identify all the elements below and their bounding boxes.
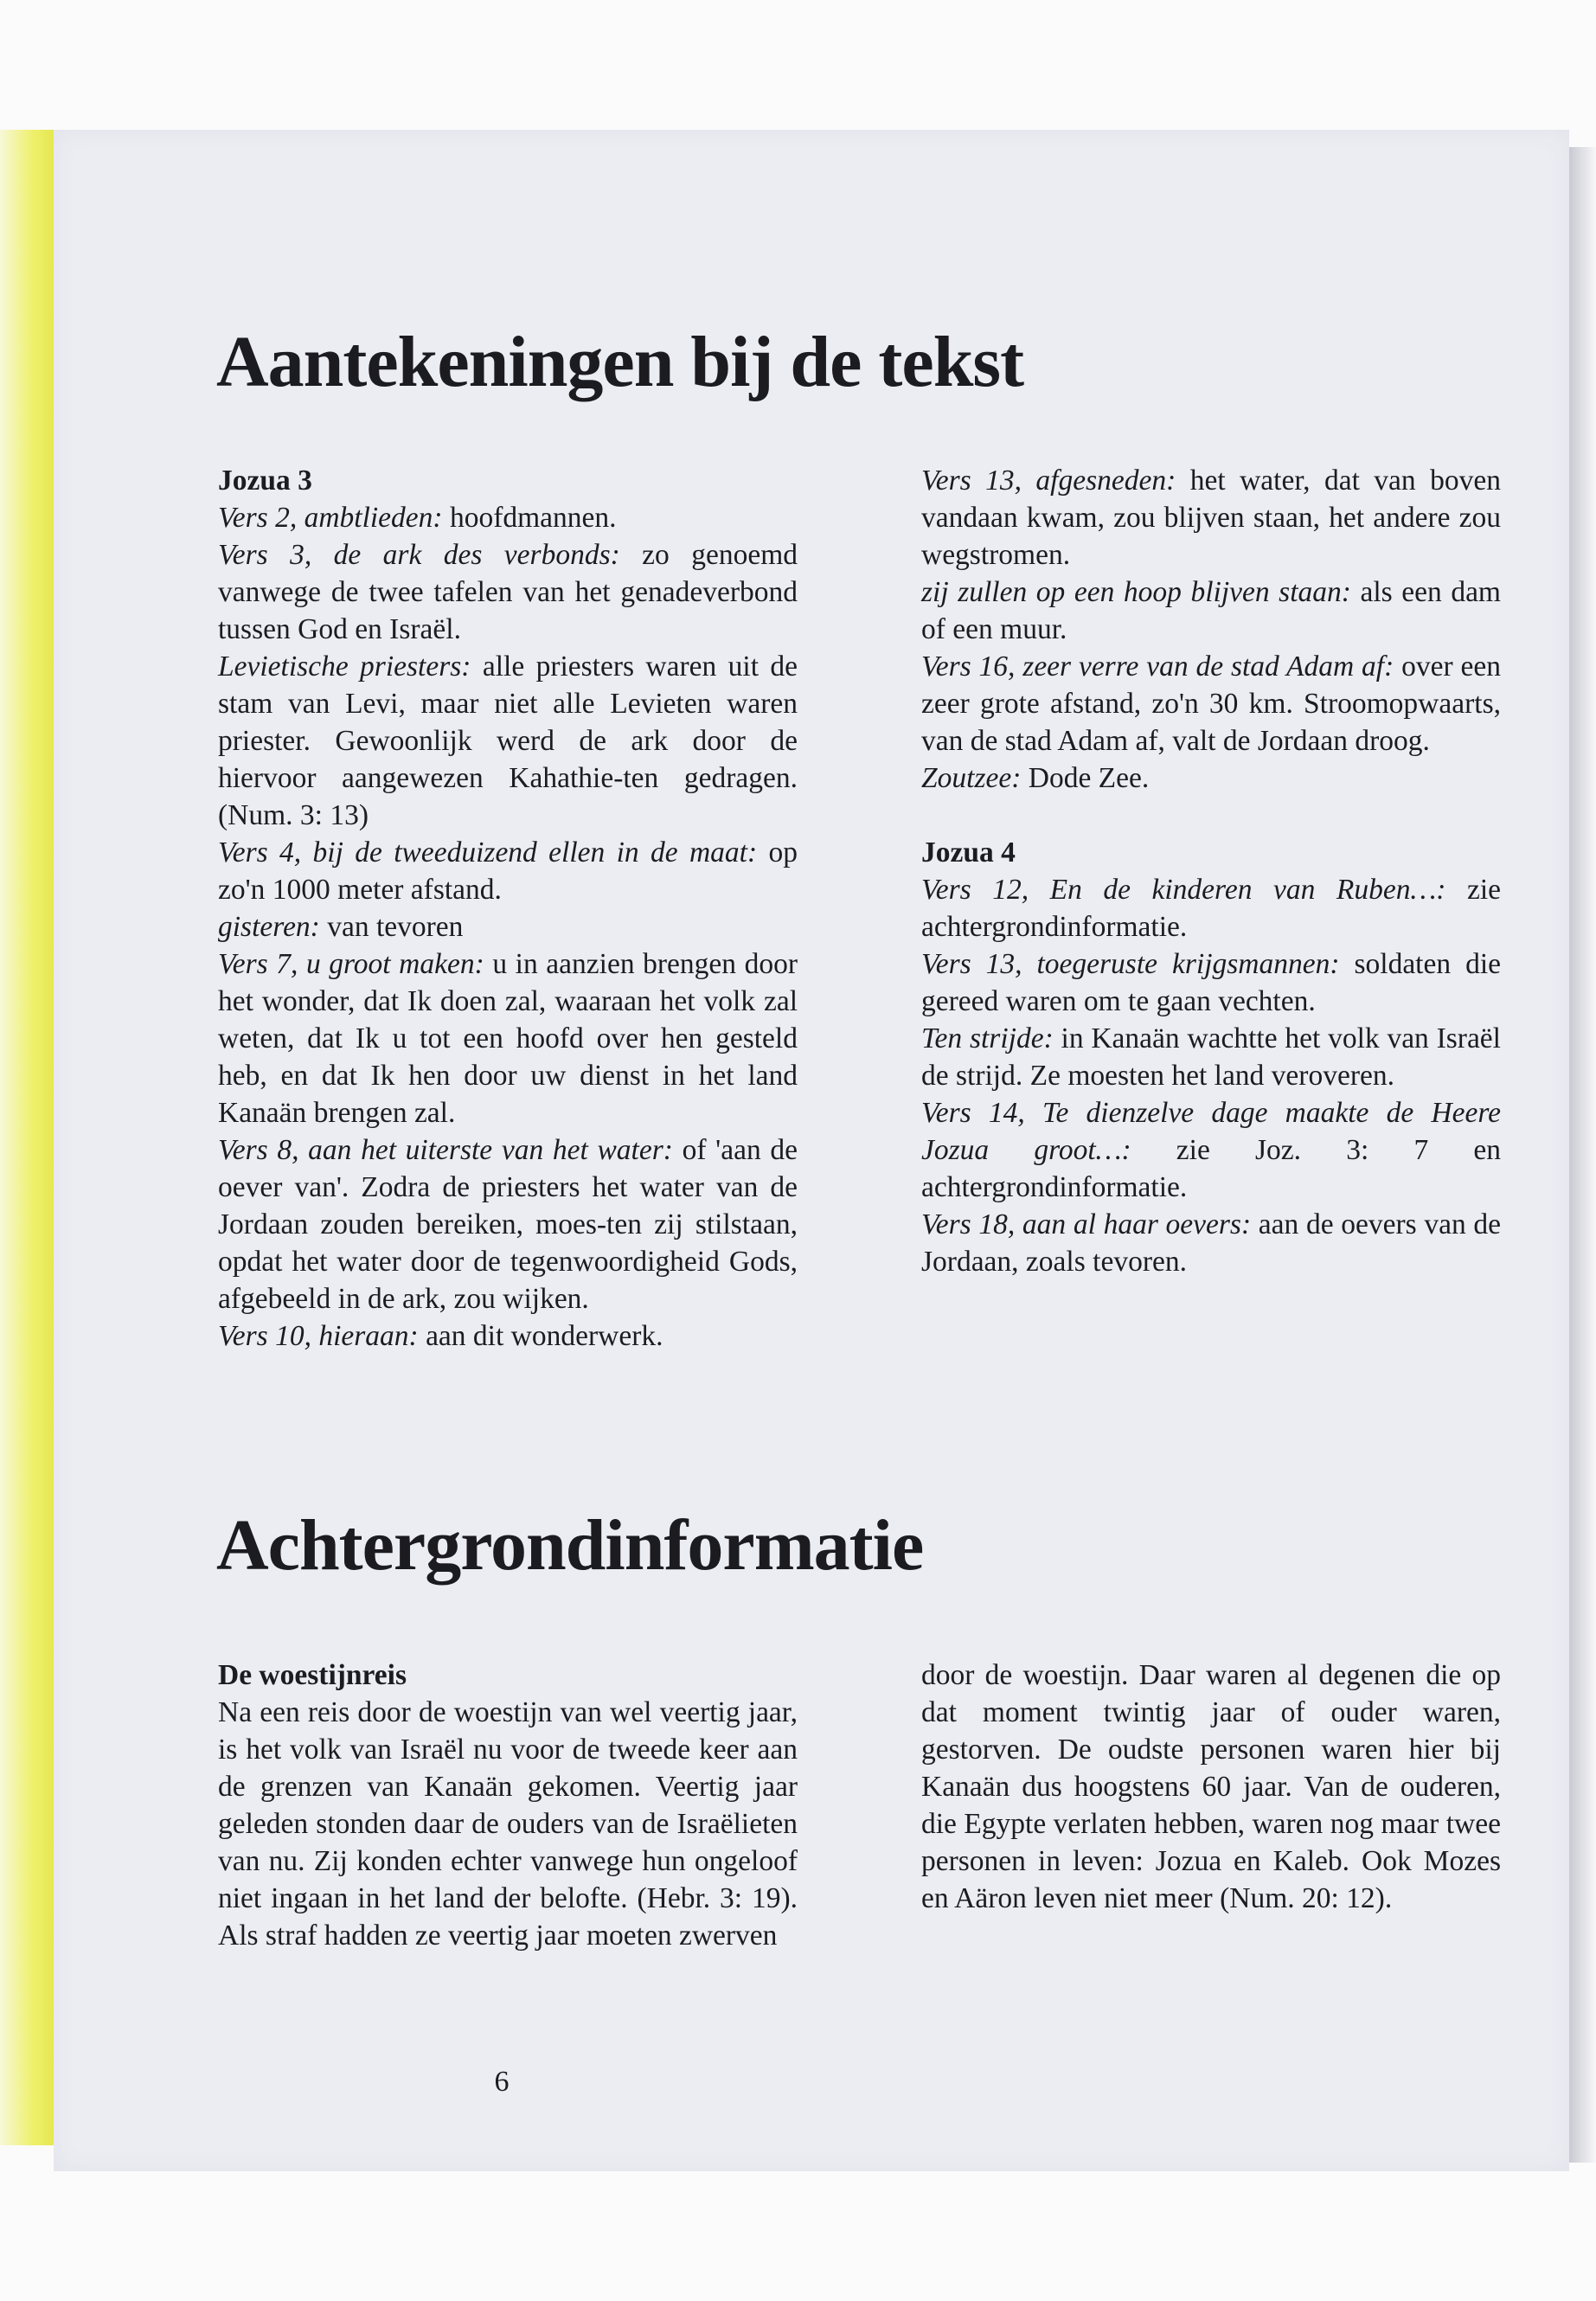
note-entry: Vers 13, toegeruste krijgsmannen: soldaten die gereed waren om te gaan vechten. <box>921 948 1501 1017</box>
note-entry: Vers 2, ambtlieden: hoofdmannen. <box>218 502 617 534</box>
yellow-book-edge <box>0 130 61 2145</box>
note-entry: Vers 12, En de kinderen van Ruben…: zie achtergrondinformatie. <box>921 874 1501 943</box>
note-entry: Vers 14, Te dienzelve dage maakte de Heere Jozua groot…: zie Joz. 3: 7 en achtergrondinformatie. <box>921 1097 1501 1203</box>
subheading-jozua-3: Jozua 3 <box>218 465 312 497</box>
subheading-jozua-4: Jozua 4 <box>921 836 1016 868</box>
background-left-column <box>218 1657 798 1954</box>
background-right-column <box>921 1657 1501 1917</box>
note-entry: Zoutzee: Dode Zee. <box>921 762 1150 794</box>
notes-left-column <box>218 462 798 1355</box>
note-entry: Vers 13, afgesneden: het water, dat van boven vandaan kwam, zou blijven staan, het andere zou wegstromen. <box>921 465 1501 571</box>
note-entry: Vers 7, u groot maken: u in aanzien brengen door het wonder, dat Ik doen zal, waaraan het volk zal weten, dat Ik u tot een hoofd over hen gesteld heb, en dat Ik hen door uw dienst in het land Kanaän brengen zal. <box>218 948 798 1129</box>
note-entry: zij zullen op een hoop blijven staan: als een dam of een muur. <box>921 576 1501 645</box>
note-entry: gisteren: van tevoren <box>218 911 464 943</box>
note-entry: Vers 10, hieraan: aan dit wonderwerk. <box>218 1320 663 1352</box>
note-entry: Ten strijde: in Kanaän wachtte het volk van Israël de strijd. Ze moesten het land veroveren. <box>921 1022 1501 1092</box>
page-number: 6 <box>494 2066 510 2098</box>
notes-right-column <box>921 462 1501 1280</box>
background-text: door de woestijn. Daar waren al degenen die op dat moment twintig jaar of ouder waren, gestorven. De oudste personen waren hier bij Kanaän dus hoogstens 60 jaar. Van de ouderen, die Egypte verlaten hebben, waren nog maar twee personen in leven: Jozua en Kaleb. Ook Mozes en Aäron leven niet meer (Num. 20: 12). <box>921 1659 1501 1914</box>
note-entry: Vers 8, aan het uiterste van het water: of 'aan de oever van'. Zodra de priesters het water van de Jordaan zouden bereiken, moes-ten zij stilstaan, opdat het water door de tegenwoordigheid Gods, afgebeeld in de ark, zou wijken. <box>218 1134 798 1315</box>
background-text: Na een reis door de woestijn van wel veertig jaar, is het volk van Israël nu voor de tweede keer aan de grenzen van Kanaän gekomen. Veertig jaar geleden stonden daar de ouders van de Israëlieten van nu. Zij konden echter vanwege hun ongeloof niet ingaan in het land der belofte. (Hebr. 3: 19). Als straf hadden ze veertig jaar moeten zwerven <box>218 1696 798 1952</box>
note-entry: Vers 4, bij de tweeduizend ellen in de maat: op zo'n 1000 meter afstand. <box>218 836 798 906</box>
heading-achtergrondinformatie: Achtergrondinformatie <box>216 1505 924 1586</box>
note-entry: Vers 18, aan al haar oevers: aan de oevers van de Jordaan, zoals tevoren. <box>921 1208 1501 1278</box>
note-entry: Vers 3, de ark des verbonds: zo genoemd vanwege de twee tafelen van het genadeverbond tussen God en Israël. <box>218 539 798 645</box>
spacer <box>921 797 1501 834</box>
heading-aantekeningen: Aantekeningen bij de tekst <box>216 322 1024 402</box>
note-entry: Vers 16, zeer verre van de stad Adam af: over een zeer grote afstand, zo'n 30 km. Stroomopwaarts, van de stad Adam af, valt de Jordaan droog. <box>921 651 1501 757</box>
subheading-woestijnreis: De woestijnreis <box>218 1659 407 1691</box>
page-shadow <box>1569 147 1596 2163</box>
note-entry: Levietische priesters: alle priesters waren uit de stam van Levi, maar niet alle Levieten waren priester. Gewoonlijk werd de ark door de hiervoor aangewezen Kahathie-ten gedragen. (Num. 3: 13) <box>218 651 798 831</box>
